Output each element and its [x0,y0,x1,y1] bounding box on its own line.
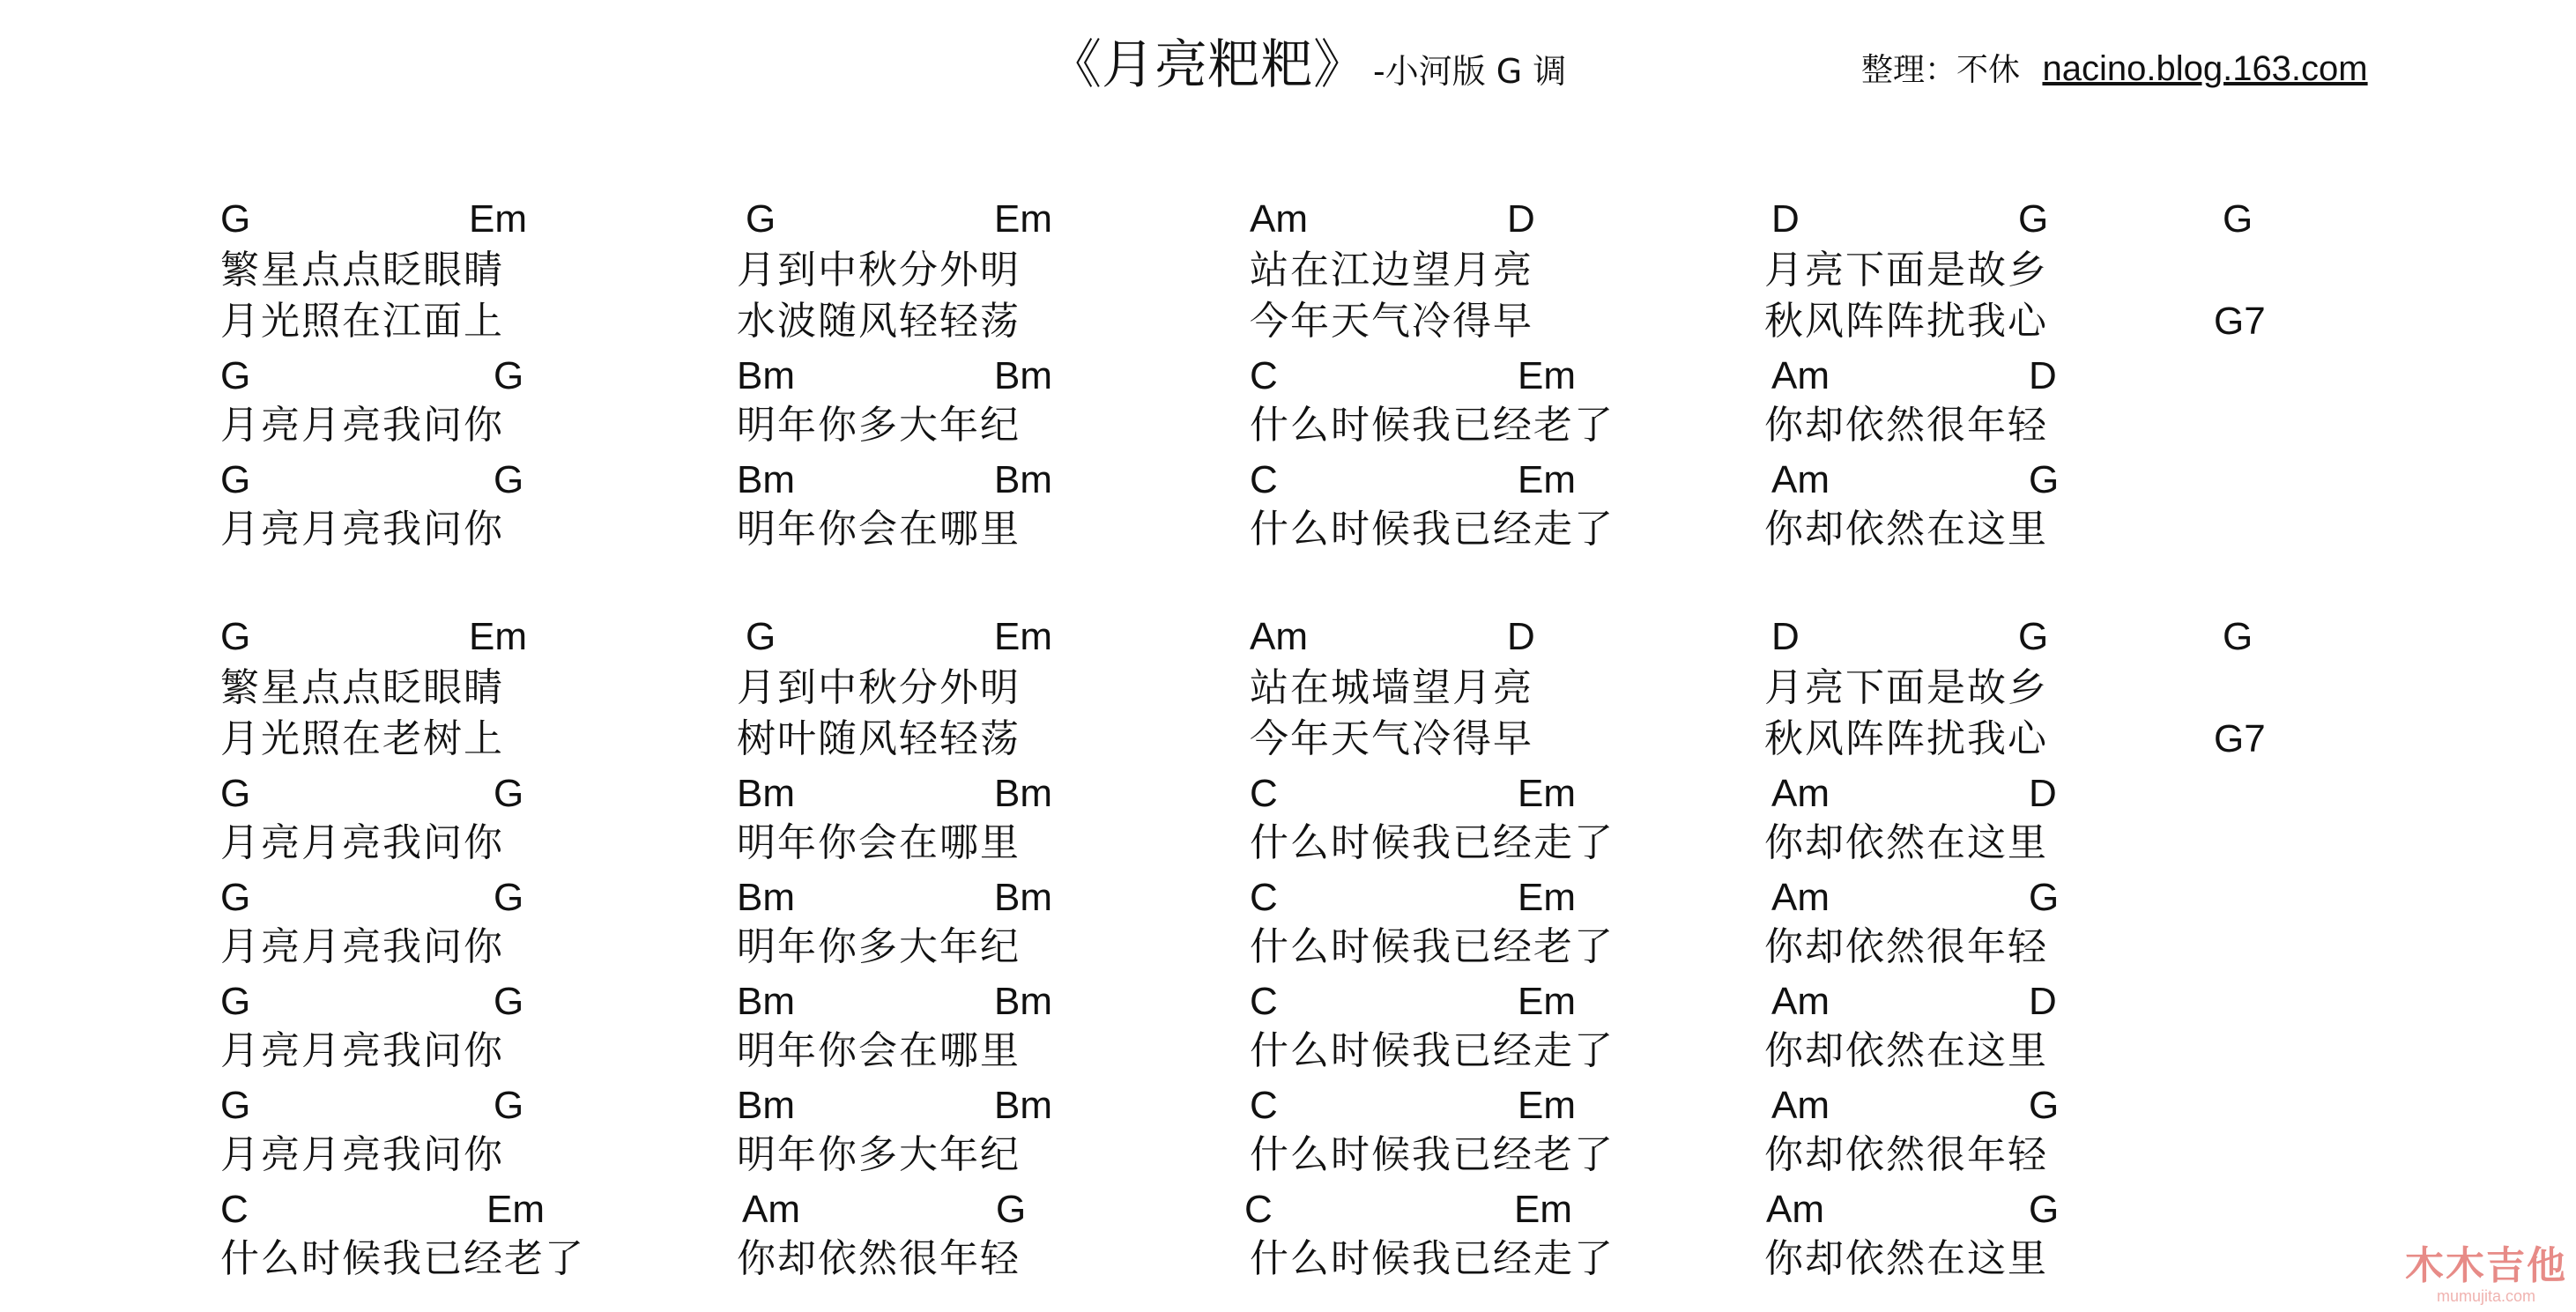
chord-label: G [2018,615,2049,658]
chord-label: Am [1771,980,1830,1023]
chord-label: G [494,354,524,397]
chord-label: C [1250,354,1278,397]
chord-label: Em [1518,354,1576,397]
watermark-brand: 木木吉他 [2405,1243,2567,1288]
lyric-line: 你却依然在这里 [1764,1236,2048,1281]
lyric-line: 月光照在老树上 [220,716,504,761]
chord-label: Am [1771,354,1830,397]
chord-label: G [494,772,524,815]
chord-label: Bm [994,772,1052,815]
chord-label: D [1507,615,1535,658]
chord-label: Bm [994,458,1052,501]
chord-label: G [220,980,251,1023]
lyric-line: 什么时候我已经老了 [1250,403,1615,448]
lyric-line: 秋风阵阵扰我心 [1764,716,2048,761]
chord-label: Em [994,197,1052,241]
chord-label: G [2029,458,2060,501]
lyric-line: 站在城墙望月亮 [1250,665,1533,710]
song-title: 《月亮粑粑》 [1049,34,1366,96]
chord-label: C [220,1188,249,1231]
chord-label: C [1250,458,1278,501]
chord-label: C [1250,876,1278,919]
lyric-line: 月亮月亮我问你 [220,403,504,448]
chord-label: D [1507,197,1535,241]
chord-label: Am [1771,458,1830,501]
chord-label: Am [1771,876,1830,919]
chord-label: Em [1518,1084,1576,1127]
chord-label: C [1250,772,1278,815]
lyric-line: 月到中秋分外明 [737,665,1021,710]
chord-label: Am [1250,615,1308,658]
chord-label: Bm [737,980,795,1023]
chord-label: G [2029,876,2060,919]
chord-label: D [1771,615,1800,658]
chord-label: G [2223,197,2253,241]
chord-label: D [1771,197,1800,241]
chord-label: Bm [994,876,1052,919]
chord-label: C [1244,1188,1273,1231]
credit-label: 整理：不休 [1861,52,2021,88]
chord-label: Bm [737,772,795,815]
chord-label: G [494,1084,524,1127]
lyric-line: 月到中秋分外明 [737,248,1021,293]
lyric-line: 你却依然在这里 [1764,820,2048,865]
chord-label: Am [1766,1188,1824,1231]
chord-label: G [2223,615,2253,658]
chord-label: G7 [2214,300,2266,343]
chord-label: Am [1771,1084,1830,1127]
lyric-line: 你却依然很年轻 [1764,1132,2048,1177]
chord-label: D [2029,980,2057,1023]
lyric-line: 水波随风轻轻荡 [737,299,1021,344]
chord-label: G [494,876,524,919]
chord-label: G [746,615,776,658]
watermark-logo [2405,1245,2567,1305]
lyric-line: 月亮月亮我问你 [220,820,504,865]
chord-label: G [220,876,251,919]
chord-label: Am [1771,772,1830,815]
chord-label: Bm [994,354,1052,397]
chord-label: Am [742,1188,800,1231]
chord-label: D [2029,354,2057,397]
credit-link[interactable]: nacino.blog.163.com [2042,49,2368,88]
lyric-line: 月亮月亮我问你 [220,507,504,552]
lyric-line: 明年你多大年纪 [737,1132,1021,1177]
lyric-line: 明年你会在哪里 [737,820,1021,865]
watermark-url: mumujita.com [2436,1287,2536,1305]
chord-label: G [220,1084,251,1127]
lyric-line: 你却依然在这里 [1764,1028,2048,1073]
lyric-line: 月亮月亮我问你 [220,924,504,969]
chord-label: G [220,354,251,397]
lyric-line: 你却依然很年轻 [737,1236,1021,1281]
lyric-line: 站在江边望月亮 [1250,248,1533,293]
chord-label: Em [486,1188,545,1231]
chord-label: Em [1518,980,1576,1023]
chord-label: Bm [737,876,795,919]
chord-label: G [494,980,524,1023]
chord-label: Em [1518,772,1576,815]
chord-label: G [2018,197,2049,241]
chord-label: G [220,458,251,501]
song-subtitle: -小河版 G 调 [1373,52,1567,91]
chord-label: C [1250,1084,1278,1127]
lyric-line: 什么时候我已经走了 [1250,507,1615,552]
lyric-line: 秋风阵阵扰我心 [1764,299,2048,344]
chord-label: Em [469,197,527,241]
lyric-line: 月亮月亮我问你 [220,1028,504,1073]
chord-label: G [220,197,251,241]
chord-label: D [2029,772,2057,815]
lyric-line: 月亮下面是故乡 [1764,665,2048,710]
chord-label: Bm [737,1084,795,1127]
lyric-line: 你却依然很年轻 [1764,403,2048,448]
chord-label: Em [1514,1188,1572,1231]
lyric-line: 明年你多大年纪 [737,924,1021,969]
chord-label: C [1250,980,1278,1023]
lyric-line: 今年天气冷得早 [1250,716,1533,761]
lyric-line: 月亮下面是故乡 [1764,248,2048,293]
chord-label: Bm [994,980,1052,1023]
chord-label: Em [994,615,1052,658]
lyric-line: 月光照在江面上 [220,299,504,344]
chord-label: G [220,772,251,815]
chord-label: G [220,615,251,658]
lyric-line: 什么时候我已经老了 [220,1236,585,1281]
lyric-line: 什么时候我已经老了 [1250,924,1615,969]
chord-label: Em [1518,876,1576,919]
chord-label: Am [1250,197,1308,241]
lyric-line: 树叶随风轻轻荡 [737,716,1021,761]
lyric-line: 今年天气冷得早 [1250,299,1533,344]
lyric-line: 明年你多大年纪 [737,403,1021,448]
chord-label: Bm [994,1084,1052,1127]
chord-label: G [746,197,776,241]
chord-label: G [2029,1188,2060,1231]
chord-label: Em [1518,458,1576,501]
chord-label: G [2029,1084,2060,1127]
chord-label: Bm [737,354,795,397]
chord-label: Bm [737,458,795,501]
lyric-line: 明年你会在哪里 [737,1028,1021,1073]
lyric-line: 繁星点点眨眼睛 [220,665,504,710]
chord-label: G [494,458,524,501]
lyric-line: 你却依然在这里 [1764,507,2048,552]
chord-label: Em [469,615,527,658]
lyric-line: 月亮月亮我问你 [220,1132,504,1177]
lyric-line: 你却依然很年轻 [1764,924,2048,969]
lyric-line: 什么时候我已经老了 [1250,1132,1615,1177]
lyric-line: 什么时候我已经走了 [1250,1236,1615,1281]
lyric-line: 什么时候我已经走了 [1250,1028,1615,1073]
chord-label: G7 [2214,717,2266,760]
lyric-line: 明年你会在哪里 [737,507,1021,552]
lyric-line: 繁星点点眨眼睛 [220,248,504,293]
lyric-line: 什么时候我已经走了 [1250,820,1615,865]
chord-label: G [996,1188,1027,1231]
